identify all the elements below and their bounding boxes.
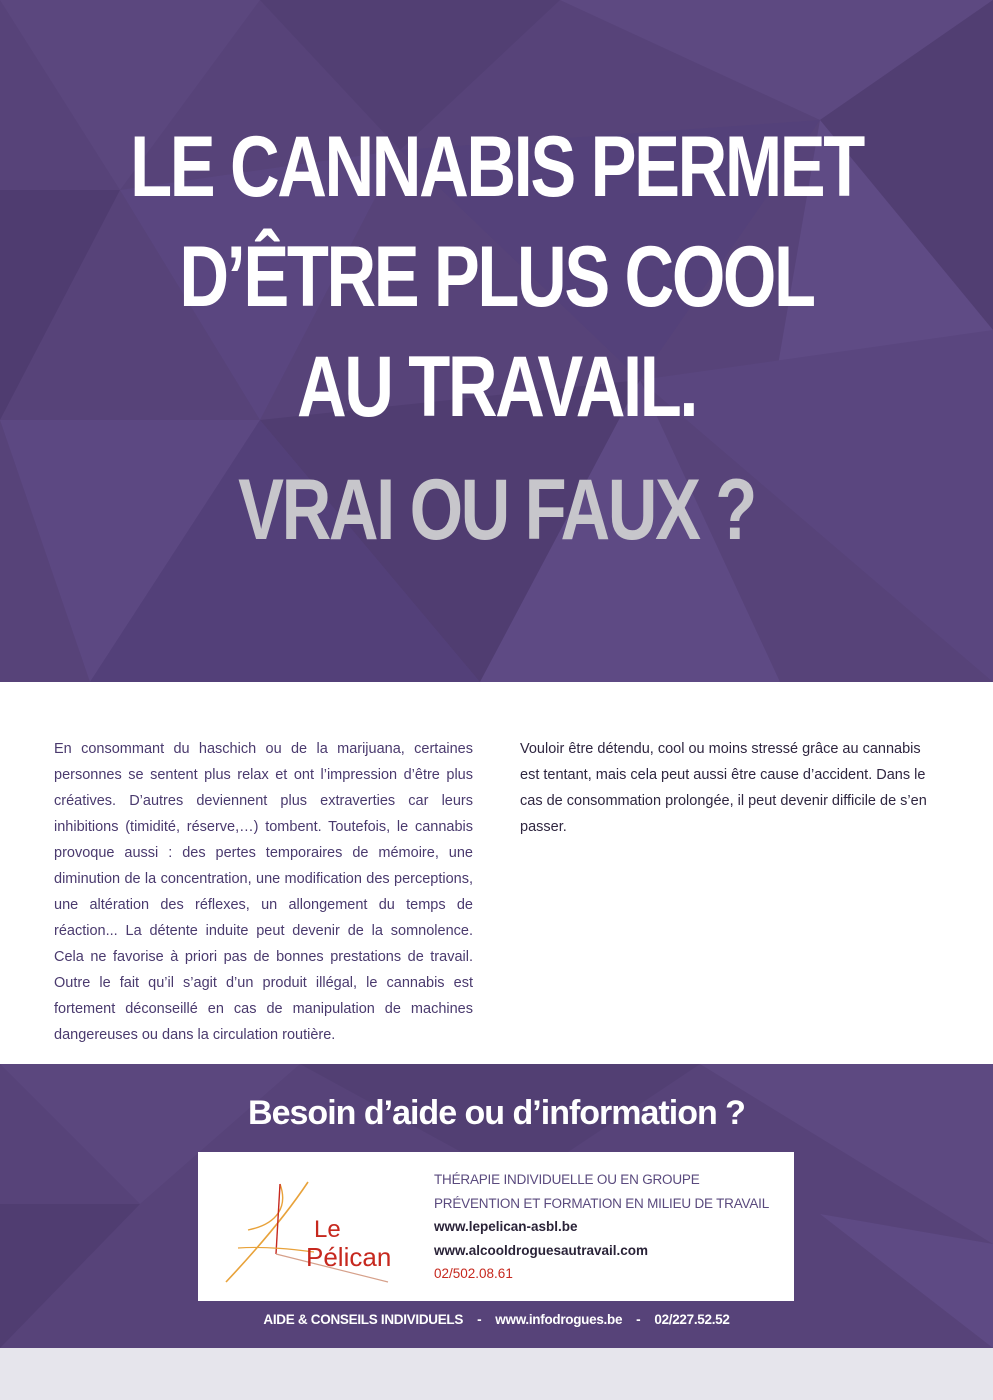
help-title: Besoin d’aide ou d’information ? [248, 1094, 745, 1132]
separator: - [636, 1312, 641, 1327]
logo-text-le: Le [314, 1216, 341, 1243]
website-link-lepelican[interactable]: www.lepelican-asbl.be [434, 1219, 578, 1234]
phone-number-infodrogues[interactable]: 02/227.52.52 [654, 1312, 730, 1327]
right-column-paragraph: Vouloir être détendu, cool ou moins stressé grâce au cannabis est tentant, mais cela peut aussi être cause d’accident. Dans le cas de consommation prolongée, il peut devenir difficile de s’en passer. [520, 741, 927, 835]
service-therapy: THÉRAPIE INDIVIDUELLE OU EN GROUPE [434, 1172, 700, 1187]
contact-card [198, 1152, 794, 1301]
headline-line-1: LE CANNABIS PERMET [130, 119, 863, 215]
hero-banner [0, 0, 993, 682]
body-content [0, 682, 993, 1064]
logo-text-pelican: Pélican [306, 1242, 392, 1272]
bottom-contact-line [0, 1312, 993, 1327]
phone-number-pelican[interactable]: 02/502.08.61 [434, 1266, 513, 1281]
bottom-label: AIDE & CONSEILS INDIVIDUELS [263, 1312, 464, 1327]
website-link-alcooldrogues[interactable]: www.alcooldroguesautravail.com [434, 1242, 649, 1258]
separator: - [477, 1312, 482, 1327]
le-pelican-logo[interactable] [218, 1178, 418, 1288]
headline-line-2: D’ÊTRE PLUS COOL [179, 229, 814, 325]
contact-info [434, 1168, 769, 1286]
left-column-paragraph: En consommant du haschich ou de la marijuana, certaines personnes se sentent plus relax et ont l’impression d’être plus créatives. D’autres deviennent plus extraverties car leurs inhibitions (timidité, réserve,…) tombent. Toutefois, le cannabis provoque aussi : des pertes temporaires de mémoire, une diminution de la concentration, une modification des perceptions, une altération des réflexes, un allongement du temps de réaction... La détente induite peut devenir de la somnolence. Cela ne favorise à priori pas de bonnes prestations de travail. Outre le fait qu’il s’agit d’un produit illégal, le cannabis est fortement déconseillé en cas de manipulation de machines dangereuses ou dans la circulation routière. [54, 741, 473, 1043]
headline [99, 112, 893, 442]
service-prevention: PRÉVENTION ET FORMATION EN MILIEU DE TRAVAIL [434, 1195, 770, 1211]
website-link-infodrogues[interactable]: www.infodrogues.be [495, 1312, 623, 1327]
headline-line-3: AU TRAVAIL. [296, 339, 697, 435]
help-footer [0, 1064, 993, 1348]
true-or-false-question: VRAI OU FAUX ? [238, 462, 755, 558]
